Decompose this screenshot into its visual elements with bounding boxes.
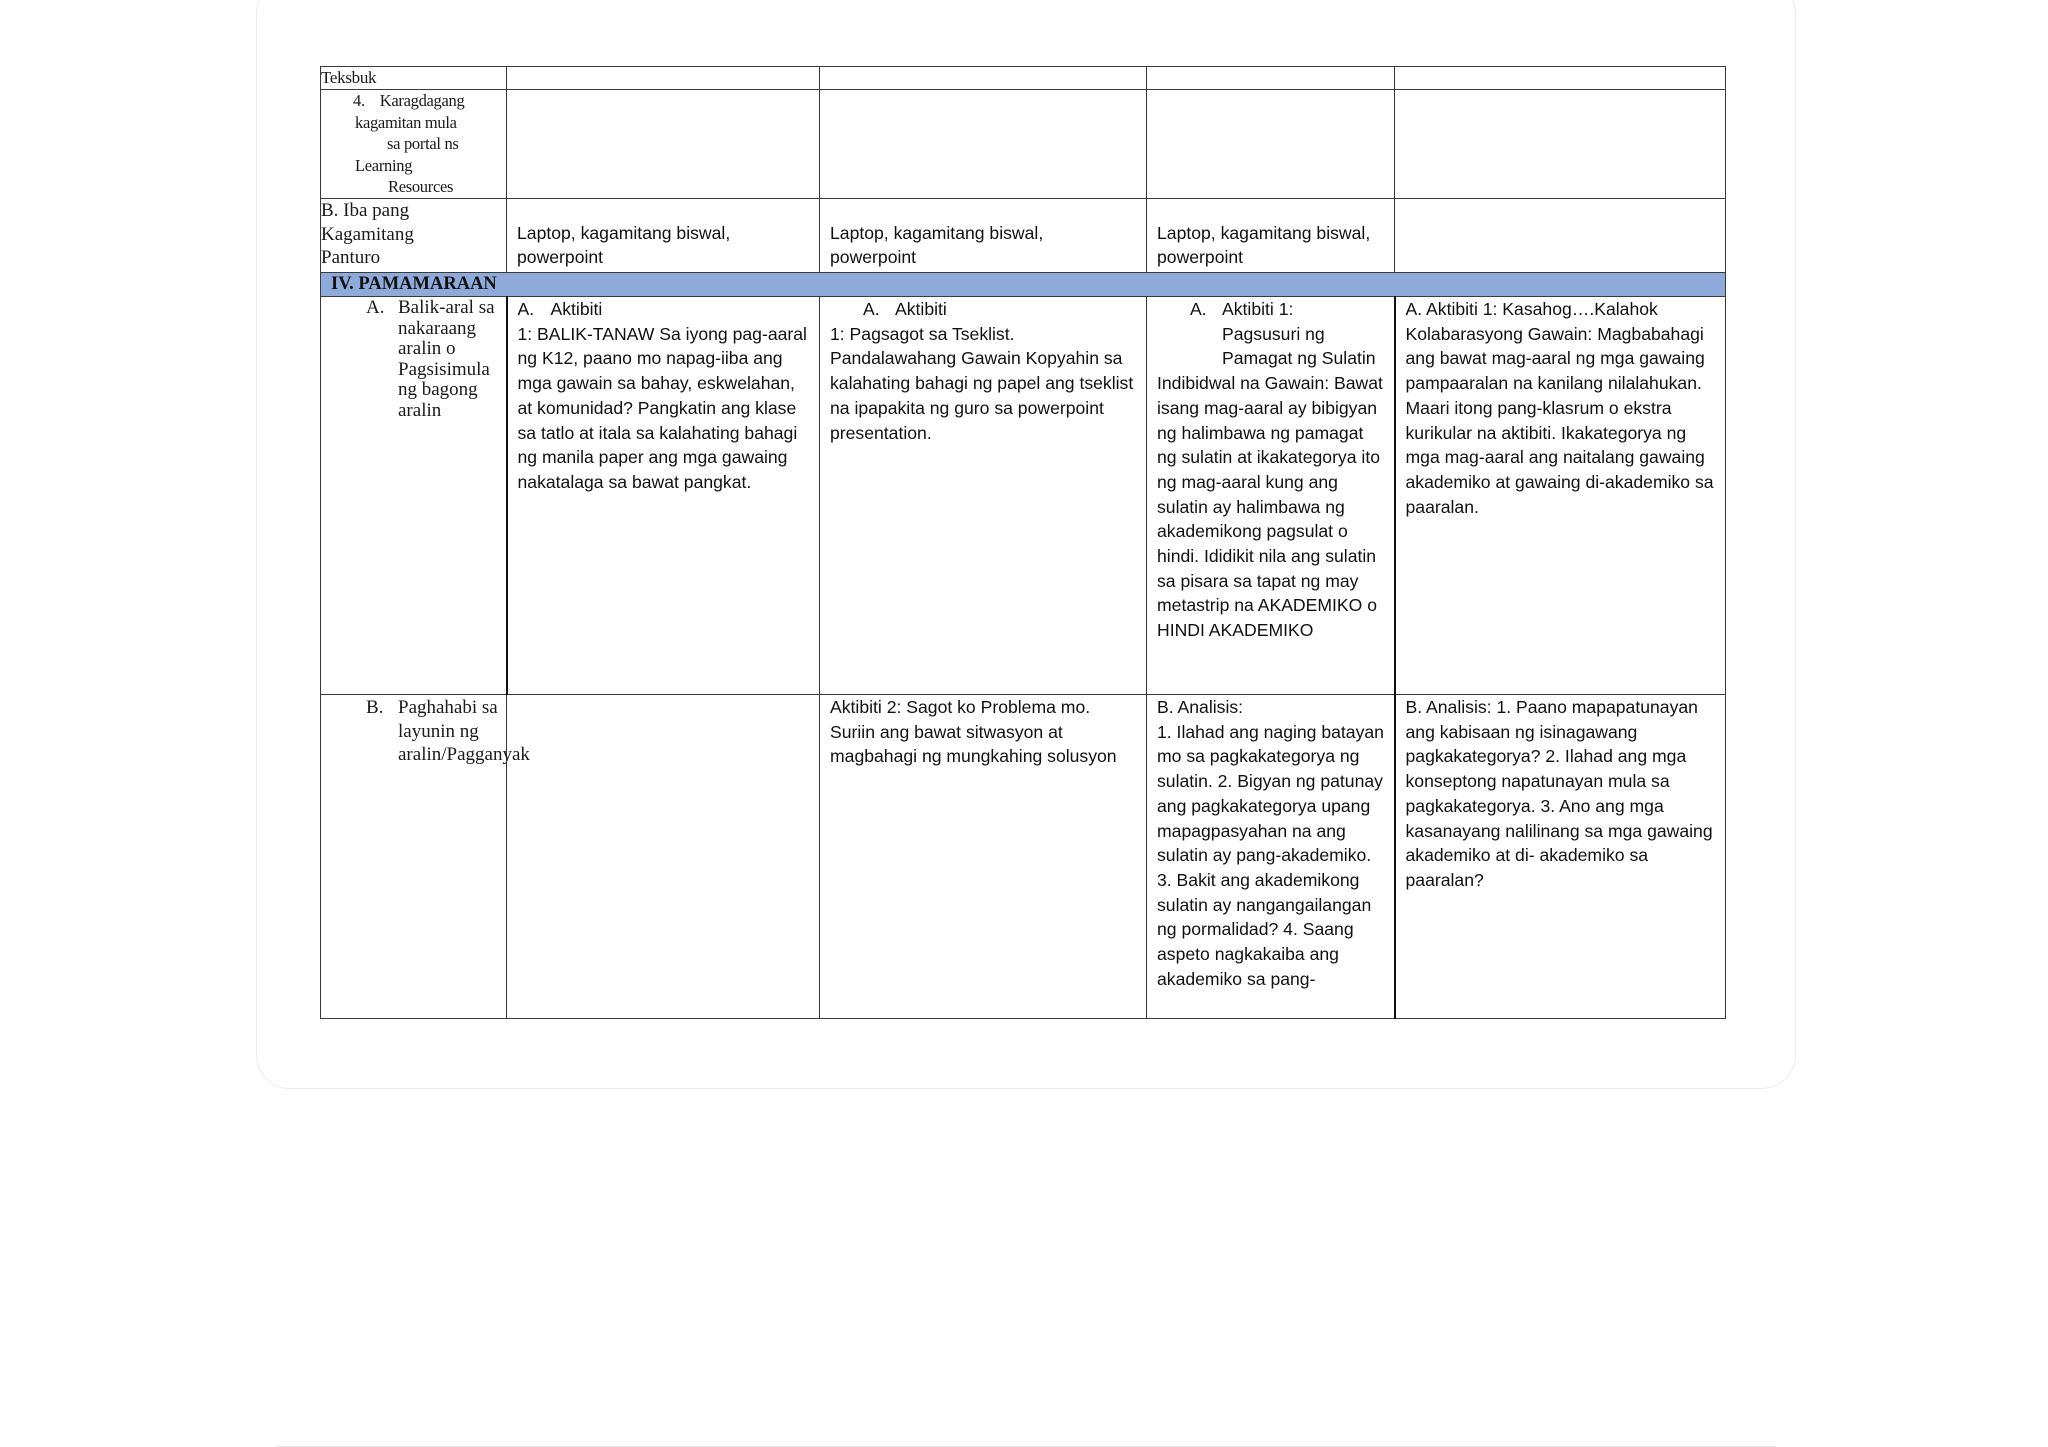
day1-activity-title: Aktibiti	[550, 299, 603, 319]
day3-activity-title-line3: Pamagat ng Sulatin	[1222, 348, 1376, 369]
cell-empty	[507, 90, 820, 199]
day1-activity-marker: A.	[517, 299, 535, 319]
cell-empty	[820, 90, 1147, 199]
iba-day3-cell: Laptop, kagamitang biswal, powerpoint	[1147, 199, 1395, 273]
table-row-balik-aral	[321, 297, 1726, 695]
section-title-pamamaraan: IV. PAMAMARAAN	[321, 273, 1726, 297]
balik-aral-day3-cell	[1147, 297, 1395, 695]
day3-activity-body: Indibidwal na Gawain: Bawat isang mag-aaral ay bibigyan ng halimbawa ng pamagat ng sulatin at ikakategorya ito ng mag-aaral kung ang sulatin ay halimbawa ng akademikong pagsulat o hindi. Ididikit nila ang sulatin sa pisara sa tapat ng may metastrip na AKADEMIKO o HINDI AKADEMIKO	[1157, 373, 1383, 641]
balik-aral-day4-cell: A. Aktibiti 1: Kasahog….Kalahok Kolabarasyong Gawain: Magbabahagi ang bawat mag-aaral ng mga gawaing pampaaralan na kanilang nilalahukan. Maari itong pang-klasrum o ekstra kurikular na aktibiti. Ikakategorya ng mga mag-aaral ang naitalang gawaing akademiko at gawaing di-akademiko sa paaralan.	[1395, 297, 1726, 695]
iba-day1-cell: Laptop, kagamitang biswal, powerpoint	[507, 199, 820, 273]
paghahabi-day3-cell: B. Analisis: 1. Ilahad ang naging batayan mo sa pagkakategorya ng sulatin. 2. Bigyan ng patunay ang pagkakategorya upang mapagpasyahan na ang sulatin ay pang-akademiko. 3. Bakit ang akademikong sulatin ay nangangailangan ng pormalidad? 4. Saang aspeto nagkakaiba ang akademiko sa pang-	[1147, 695, 1395, 1019]
karagdagang-line1	[321, 90, 506, 112]
day3-activity-marker: A.	[1190, 299, 1207, 319]
karagdagang-line2: kagamitan mula	[355, 112, 457, 132]
paghahabi-day2-cell: Aktibiti 2: Sagot ko Problema mo. Suriin ang bawat sitwasyon at magbahagi ng mungkahing solusyon	[820, 695, 1147, 1019]
day1-activity-heading	[518, 297, 811, 322]
day2-activity-marker: A.	[863, 299, 880, 319]
balik-aral-marker: A.	[366, 297, 385, 318]
cell-empty	[507, 67, 820, 90]
cell-empty	[1395, 90, 1726, 199]
day3-activity-heading	[1157, 297, 1385, 322]
day2-activity-heading	[830, 297, 1137, 322]
table-row-iba-pang-kagamitan	[321, 199, 1726, 273]
cell-empty	[1147, 90, 1395, 199]
paghahabi-label: Paghahabi sa layunin ng aralin/Pagganyak	[398, 697, 530, 765]
iba-day2-cell: Laptop, kagamitang biswal, powerpoint	[820, 199, 1147, 273]
table-row-karagdagang	[321, 90, 1726, 199]
karagdagang-line3: sa portal ns	[387, 134, 459, 153]
cell-empty	[1147, 67, 1395, 90]
lesson-plan-table	[320, 66, 1726, 1019]
day2-activity-body: 1: Pagsagot sa Tseklist. Pandalawahang Gawain Kopyahin sa kalahating bahagi ng papel ang tseklist na ipapakita ng guro sa powerpoint presentation.	[830, 323, 1134, 443]
paghahabi-day1-cell	[507, 695, 820, 1019]
paghahabi-marker: B.	[366, 697, 384, 718]
iba-label-line1: B. Iba pang	[321, 200, 410, 221]
iba-day4-cell	[1395, 199, 1726, 273]
row-label-karagdagang	[321, 90, 507, 199]
balik-aral-label: Balik-aral sa nakaraang aralin o Pagsisimula ng bagong aralin	[398, 297, 495, 421]
row-label-balik-aral	[321, 297, 507, 695]
karagdagang-number: 4.	[353, 91, 365, 110]
row-label-paghahabi	[321, 695, 530, 1019]
balik-aral-day2-cell	[820, 297, 1147, 695]
table-row-section-header	[321, 273, 1726, 297]
table-row-teksbuk	[321, 67, 1726, 90]
day1-activity-body: 1: BALIK-TANAW Sa iyong pag-aaral ng K12, paano mo napag-iiba ang mga gawain sa bahay, eskwelahan, at komunidad? Pangkatin ang klase sa tatlo at itala sa kalahating bahagi ng manila paper ang mga gawaing nakatalaga sa bawat pangkat.	[517, 323, 807, 492]
balik-aral-day1-cell	[507, 297, 820, 695]
karagdagang-line5: Resources	[388, 177, 454, 196]
karagdagang-line4: Learning	[355, 155, 413, 175]
row-label-iba-pang-kagamitan	[321, 199, 507, 273]
day2-activity-title: Aktibiti	[895, 299, 947, 319]
karagdagang-text1: Karagdagang	[379, 91, 465, 110]
paghahabi-day4-cell: B. Analisis: 1. Paano mapapatunayan ang kabisaan ng isinagawang pagkakategorya? 2. Ilahad ang mga konseptong napatunayan mula sa pagkakategorya. 3. Ano ang mga kasanayang nalilinang sa mga gawaing akademiko at di- akademiko sa paaralan?	[1395, 695, 1726, 1019]
day3-activity-title: Aktibiti 1:	[1222, 299, 1294, 319]
iba-label-line3: Panturo	[321, 247, 381, 268]
cell-empty	[820, 67, 1147, 90]
iba-label-line2: Kagamitang	[321, 223, 414, 245]
row-label-teksbuk: Teksbuk	[321, 67, 507, 90]
table-row-paghahabi	[321, 695, 1726, 1019]
cell-empty	[1395, 67, 1726, 90]
day3-activity-title-line2: Pagsusuri ng	[1222, 323, 1325, 344]
